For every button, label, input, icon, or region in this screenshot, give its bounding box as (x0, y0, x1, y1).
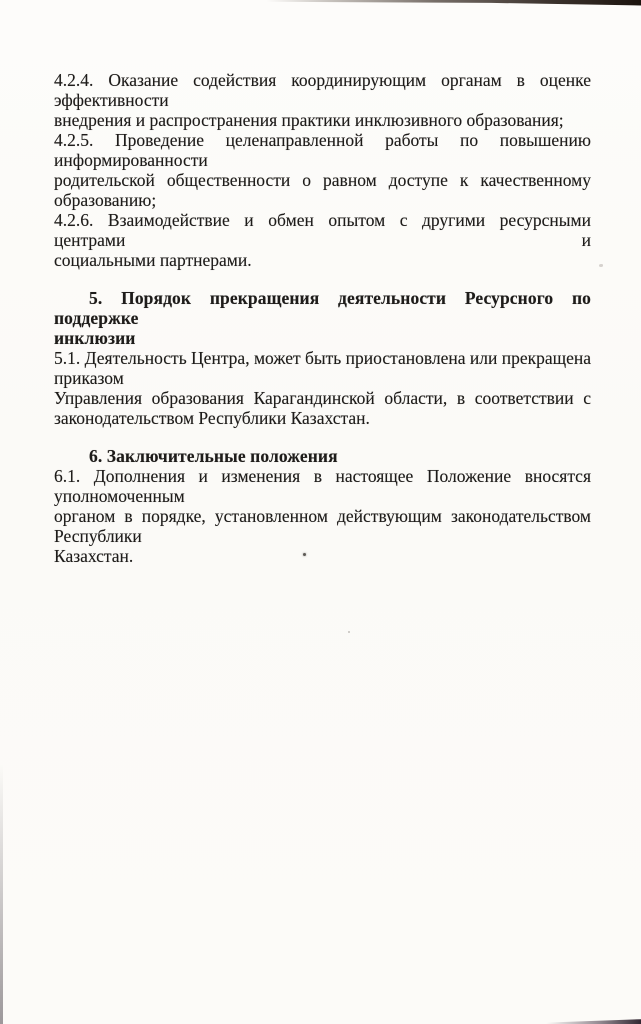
scan-speck (599, 264, 603, 267)
scan-artifact-top-edge (266, 0, 641, 6)
heading-line: инклюзии (54, 328, 136, 348)
text-line: внедрения и распространения практики инклюзивного образования; (54, 110, 564, 130)
text-line: Казахстан. (54, 546, 134, 566)
text-line: Управления образования Карагандинской области, в соответствии с (54, 388, 591, 408)
text-line: 4.2.6. Взаимодействие и обмен опытом с другими ресурсными центрами и (54, 210, 591, 250)
clause-4-2-4 (54, 70, 591, 130)
clause-5-1 (54, 348, 591, 428)
clause-6-1 (54, 466, 591, 566)
scan-artifact-bottom-right-edge (546, 1018, 641, 1024)
scan-speck (348, 631, 350, 633)
text-line: 4.2.5. Проведение целенаправленной работы по повышению информированности (54, 130, 591, 170)
section-6-heading (54, 446, 591, 466)
scan-artifact-left-edge (0, 764, 3, 1024)
clause-4-2-6 (54, 210, 591, 270)
text-line: 5.1. Деятельность Центра, может быть приостановлена или прекращена приказом (54, 348, 591, 388)
section-5-heading (54, 288, 591, 348)
text-line: законодательством Республики Казахстан. (54, 408, 370, 428)
text-line: 6.1. Дополнения и изменения в настоящее Положение вносятся уполномоченным (54, 466, 591, 506)
text-line: 4.2.4. Оказание содействия координирующим органам в оценке эффективности (54, 70, 591, 110)
heading-line: 5. Порядок прекращения деятельности Ресурсного по поддержке (54, 288, 591, 328)
clause-4-2-5 (54, 130, 591, 210)
text-line: родительской общественности о равном доступе к качественному образованию; (54, 170, 591, 210)
text-line: социальными партнерами. (54, 250, 252, 270)
document-body (54, 70, 591, 566)
heading-line: 6. Заключительные положения (89, 446, 338, 466)
text-line: органом в порядке, установленном действующим законодательством Республики (54, 506, 591, 546)
